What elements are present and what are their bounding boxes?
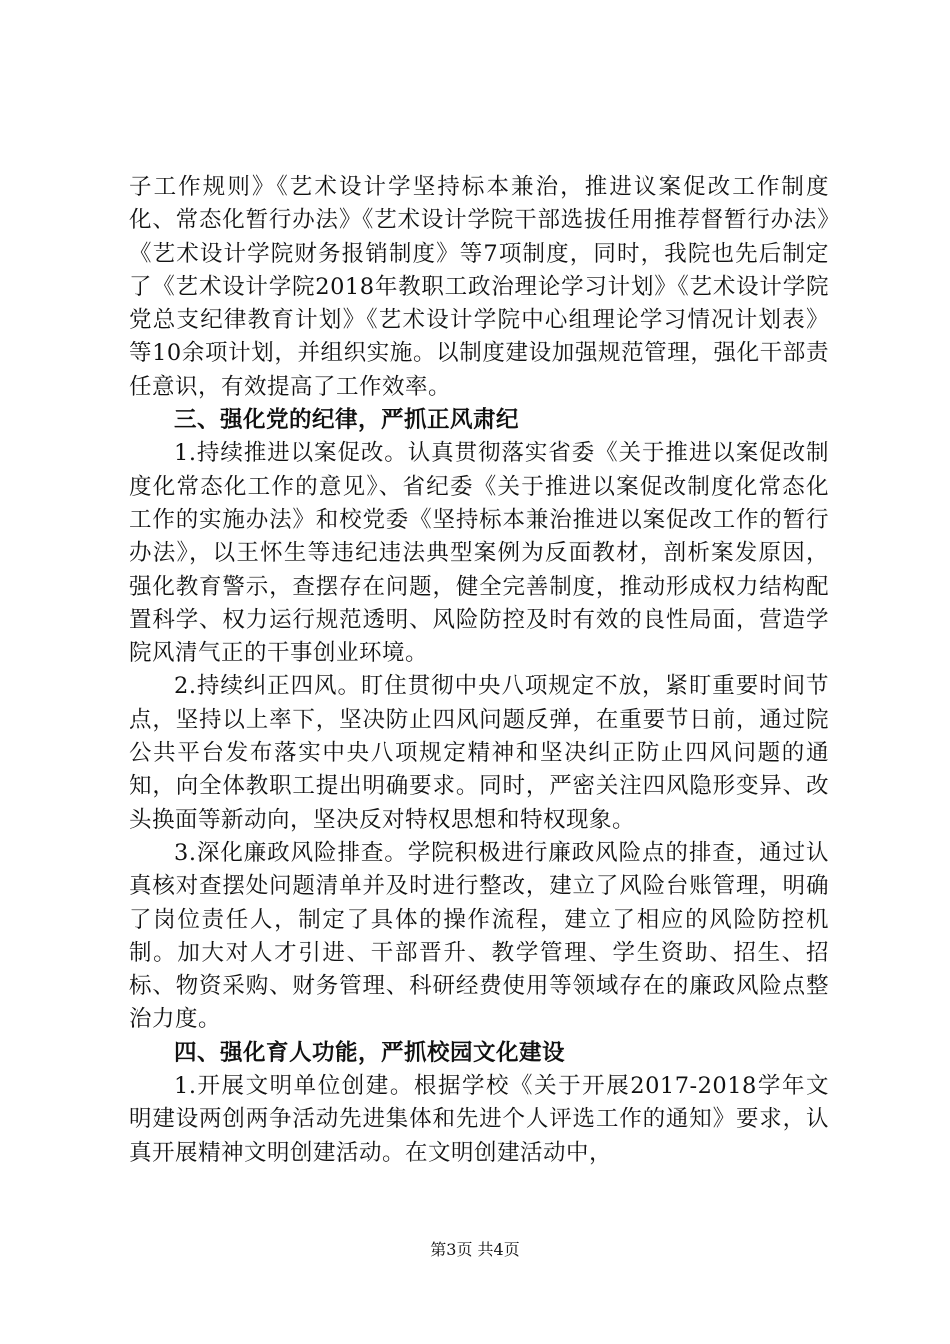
paragraph-4-1: 1.开展文明单位创建。根据学校《关于开展2017-2018学年文明建设两创两争活动先进集体和先进个人评选工作的通知》要求，认真开展精神文明创建活动。在文明创建活动中， [129,1073,829,1166]
paragraph-3-3: 3.深化廉政风险排查。学院积极进行廉政风险点的排查，通过认真核对查摆处问题清单并及时进行整改，建立了风险台账管理，明确了岗位责任人，制定了具体的操作流程，建立了相应的风险防控机制。加大对人才引进、干部晋升、教学管理、学生资助、招生、招标、物资采购、财务管理、科研经费使用等领域存在的廉政风险点整治力度。 [129,839,829,1033]
page-footer [0,1239,950,1261]
section-heading-3: 三、强化党的纪律，严抓正风肃纪 [174,407,520,434]
page-number-label: 第3页 共4页 [430,1240,520,1259]
paragraph-3-1: 1.持续推进以案促改。认真贯彻落实省委《关于推进以案促改制度化常态化工作的意见》、省纪委《关于推进以案促改制度化常态化工作的实施办法》和校党委《坚持标本兼治推进以案促改工作的暂行办法》，以王怀生等违纪违法典型案例为反面教材，剖析案发原因，强化教育警示，查摆存在问题，健全完善制度，推动形成权力结构配置科学、权力运行规范透明、风险防控及时有效的良性局面，营造学院风清气正的干事创业环境。 [129,440,829,667]
section-heading-4: 四、强化育人功能，严抓校园文化建设 [174,1039,566,1066]
document-body [129,171,829,1170]
paragraph-1: 子工作规则》《艺术设计学坚持标本兼治，推进议案促改工作制度化、常态化暂行办法》《艺术设计学院干部选拔任用推荐督暂行办法》《艺术设计学院财务报销制度》等7项制度，同时，我院也先后制定了《艺术设计学院2018年教职工政治理论学习计划》《艺术设计学院党总支纪律教育计划》《艺术设计学院中心组理论学习情况计划表》等10余项计划，并组织实施。以制度建设加强规范管理，强化干部责任意识，有效提高了工作效率。 [129,174,829,400]
paragraph-3-2: 2.持续纠正四风。盯住贯彻中央八项规定不放，紧盯重要时间节点，坚持以上率下，坚决防止四风问题反弹，在重要节日前，通过院公共平台发布落实中央八项规定精神和坚决纠正防止四风问题的通知，向全体教职工提出明确要求。同时，严密关注四风隐形变异、改头换面等新动向，坚决反对特权思想和特权现象。 [129,673,829,833]
